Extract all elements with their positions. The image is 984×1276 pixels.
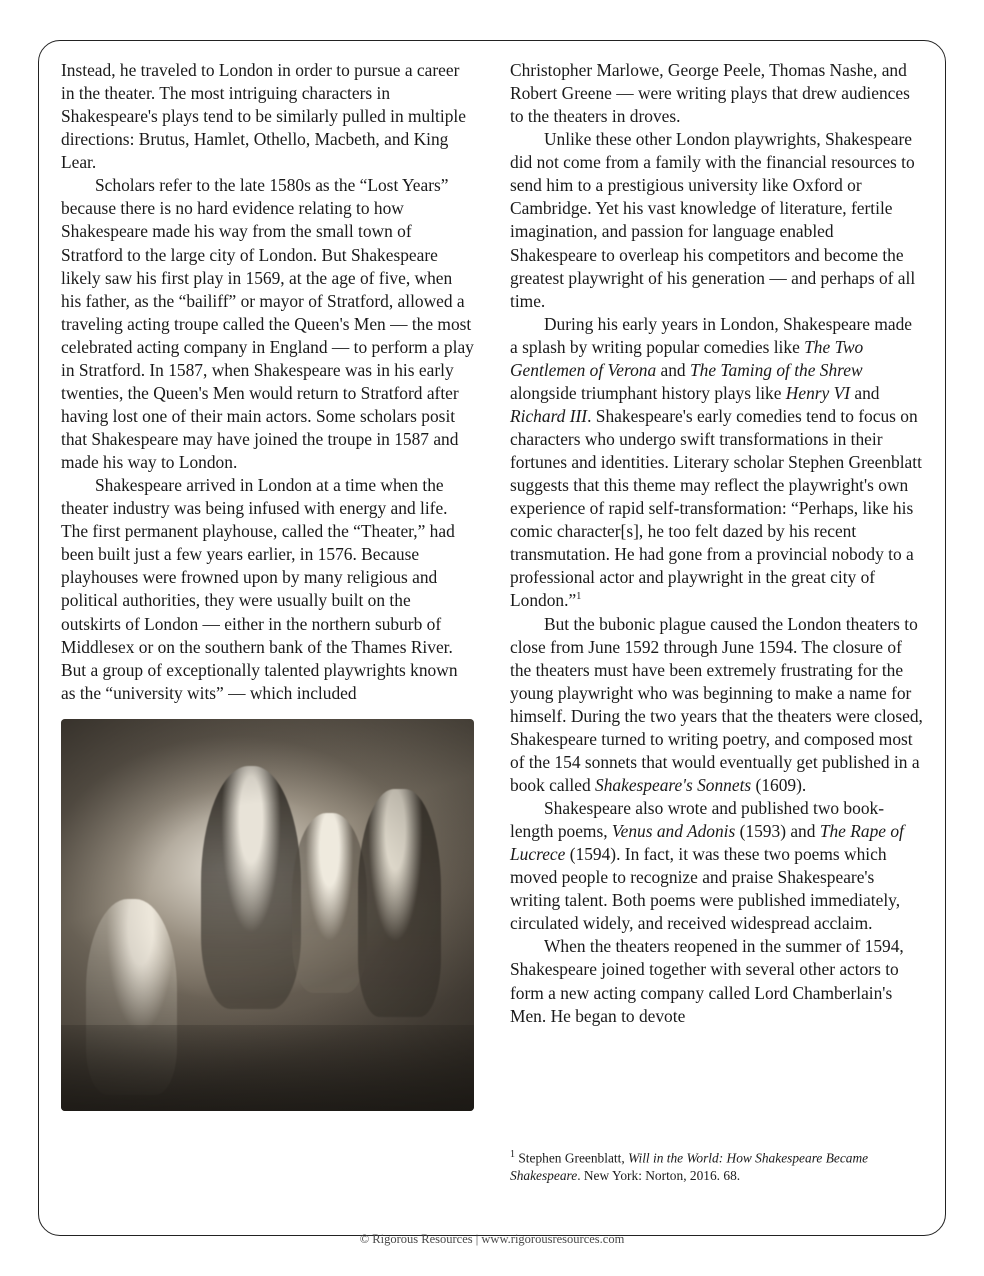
title-richard-iii: Richard III xyxy=(510,405,588,426)
footnote-reference-1: 1 xyxy=(576,591,582,603)
engraving-vignette xyxy=(61,719,474,1111)
title-shakespeares-sonnets: Shakespeare's Sonnets xyxy=(595,774,752,795)
footnote-title: Will in the World: How Shakespeare Became Shakespeare xyxy=(510,1150,869,1184)
title-henry-vi: Henry VI xyxy=(785,382,851,403)
paragraph-right-1: Christopher Marlowe, George Peele, Thomas Nashe, and Robert Greene — were writing plays that drew audiences to the theaters in droves. xyxy=(510,60,910,127)
footnote-number: 1 xyxy=(510,1148,515,1160)
two-column-body xyxy=(61,59,923,1174)
title-taming-shrew: The Taming of the Shrew xyxy=(689,359,863,380)
footnote-author: Stephen Greenblatt, xyxy=(518,1150,625,1166)
document-page xyxy=(38,40,946,1246)
page-content xyxy=(61,59,923,1246)
figure-shakespeare-engraving xyxy=(61,719,474,1111)
paragraph-left-1: Instead, he traveled to London in order to pursue a career in the theater. The most intriguing characters in Shakespeare's plays tend to be similarly pulled in multiple directions: Brutus, Hamlet, Othello, Macbeth, and King Lear. xyxy=(61,60,466,173)
paragraph-right-5: Shakespeare also wrote and published two book-length poems, Venus and Adonis (1593) and The Rape of Lucrece (1594). In fact, it was these two poems which moved people to recognize and praise Shakespeare's writing talent. Both poems were published immediately, circulated widely, and received widespread acclaim. xyxy=(510,798,904,934)
paragraph-right-4: But the bubonic plague caused the London theaters to close from June 1592 through June 1594. The closure of the theaters must have been extremely frustrating for the young playwright who was beginning to make a name for himself. During the two years that the theaters were closed, Shakespeare turned to writing poetry, and composed most of the 154 sonnets that would eventually get published in a book called Shakespeare's Sonnets (1609). xyxy=(510,613,923,795)
shakespeare-reading-engraving xyxy=(61,719,474,1111)
page-footer: © Rigorous Resources | www.rigorousresources.com xyxy=(359,1232,625,1246)
footnote-publication: . New York: Norton, 2016. 68. xyxy=(577,1168,741,1184)
paragraph-left-2: Scholars refer to the late 1580s as the “Lost Years” because there is no hard evidence relating to how Shakespeare made his way from the small town of Stratford to the large city of London. But Shakespeare likely saw his first play in 1569, at the age of five, when his father, as the “bailiff” or mayor of Stratford, allowed a traveling acting troupe called the Queen's Men — the most celebrated acting company in England — to perform a play in Stratford. In 1587, when Shakespeare was in his early twenties, the Queen's Men would return to Stratford after having lost one of their main actors. Some scholars posit that Shakespeare may have joined the troupe in 1587 and made his way to London. xyxy=(61,175,474,473)
paragraph-right-4-text: But the bubonic plague caused the London theaters to close from June 1592 through June 1594. The closure of the theaters must have been extremely frustrating for the young playwright who was beginning to make a name for himself. During the two years that the theaters were closed, Shakespeare turned to writing poetry, and composed most of the 154 sonnets that would eventually get published in a book called xyxy=(510,613,923,795)
footnote-text xyxy=(510,1148,940,1185)
title-two-gentlemen: The Two Gentlemen of Verona xyxy=(510,336,864,380)
paragraph-right-2: Unlike these other London playwrights, Shakespeare did not come from a family with the financial resources to send him to a prestigious university like Oxford or Cambridge. Yet his vast knowledge of literature, fertile imagination, and passion for language enabled Shakespeare to overleap his competitors and become the greatest playwright of his generation — and perhaps of all time. xyxy=(510,129,916,311)
paragraph-left-3: Shakespeare arrived in London at a time when the theater industry was being infused with energy and life. The first permanent playhouse, called the “Theater,” had been built just a few years earlier, in 1576. Because playhouses were frowned upon by many religious and political authorities, they were usually built on the outskirts of London — either in the northern suburb of Middlesex or on the southern bank of the Thames River. But a group of exceptionally talented playwrights known as the “university wits” — which included xyxy=(61,475,458,703)
title-venus-and-adonis: Venus and Adonis xyxy=(611,821,736,842)
title-rape-of-lucrece: The Rape of Lucrece xyxy=(510,821,904,865)
paragraph-right-6: When the theaters reopened in the summer of 1594, Shakespeare joined together with several other actors to form a new acting company called Lord Chamberlain's Men. He began to devote xyxy=(510,936,904,1026)
footnote-block xyxy=(510,1148,940,1185)
paragraph-right-3: During his early years in London, Shakespeare made a splash by writing popular comedies like The Two Gentlemen of Verona and The Taming of the Shrew alongside triumphant history plays like Henry VI and Richard III. Shakespeare's early comedies tend to focus on characters who undergo swift transformations in their fortunes and identities. Literary scholar Stephen Greenblatt suggests that this theme may reflect the playwright's own experience of rapid self-transformation: “Perhaps, like his comic character[s], he too felt dazed by his recent transmutation. He had gone from a provincial nobody to a professional actor and playwright in the great city of London.”$^1$ xyxy=(510,313,922,611)
